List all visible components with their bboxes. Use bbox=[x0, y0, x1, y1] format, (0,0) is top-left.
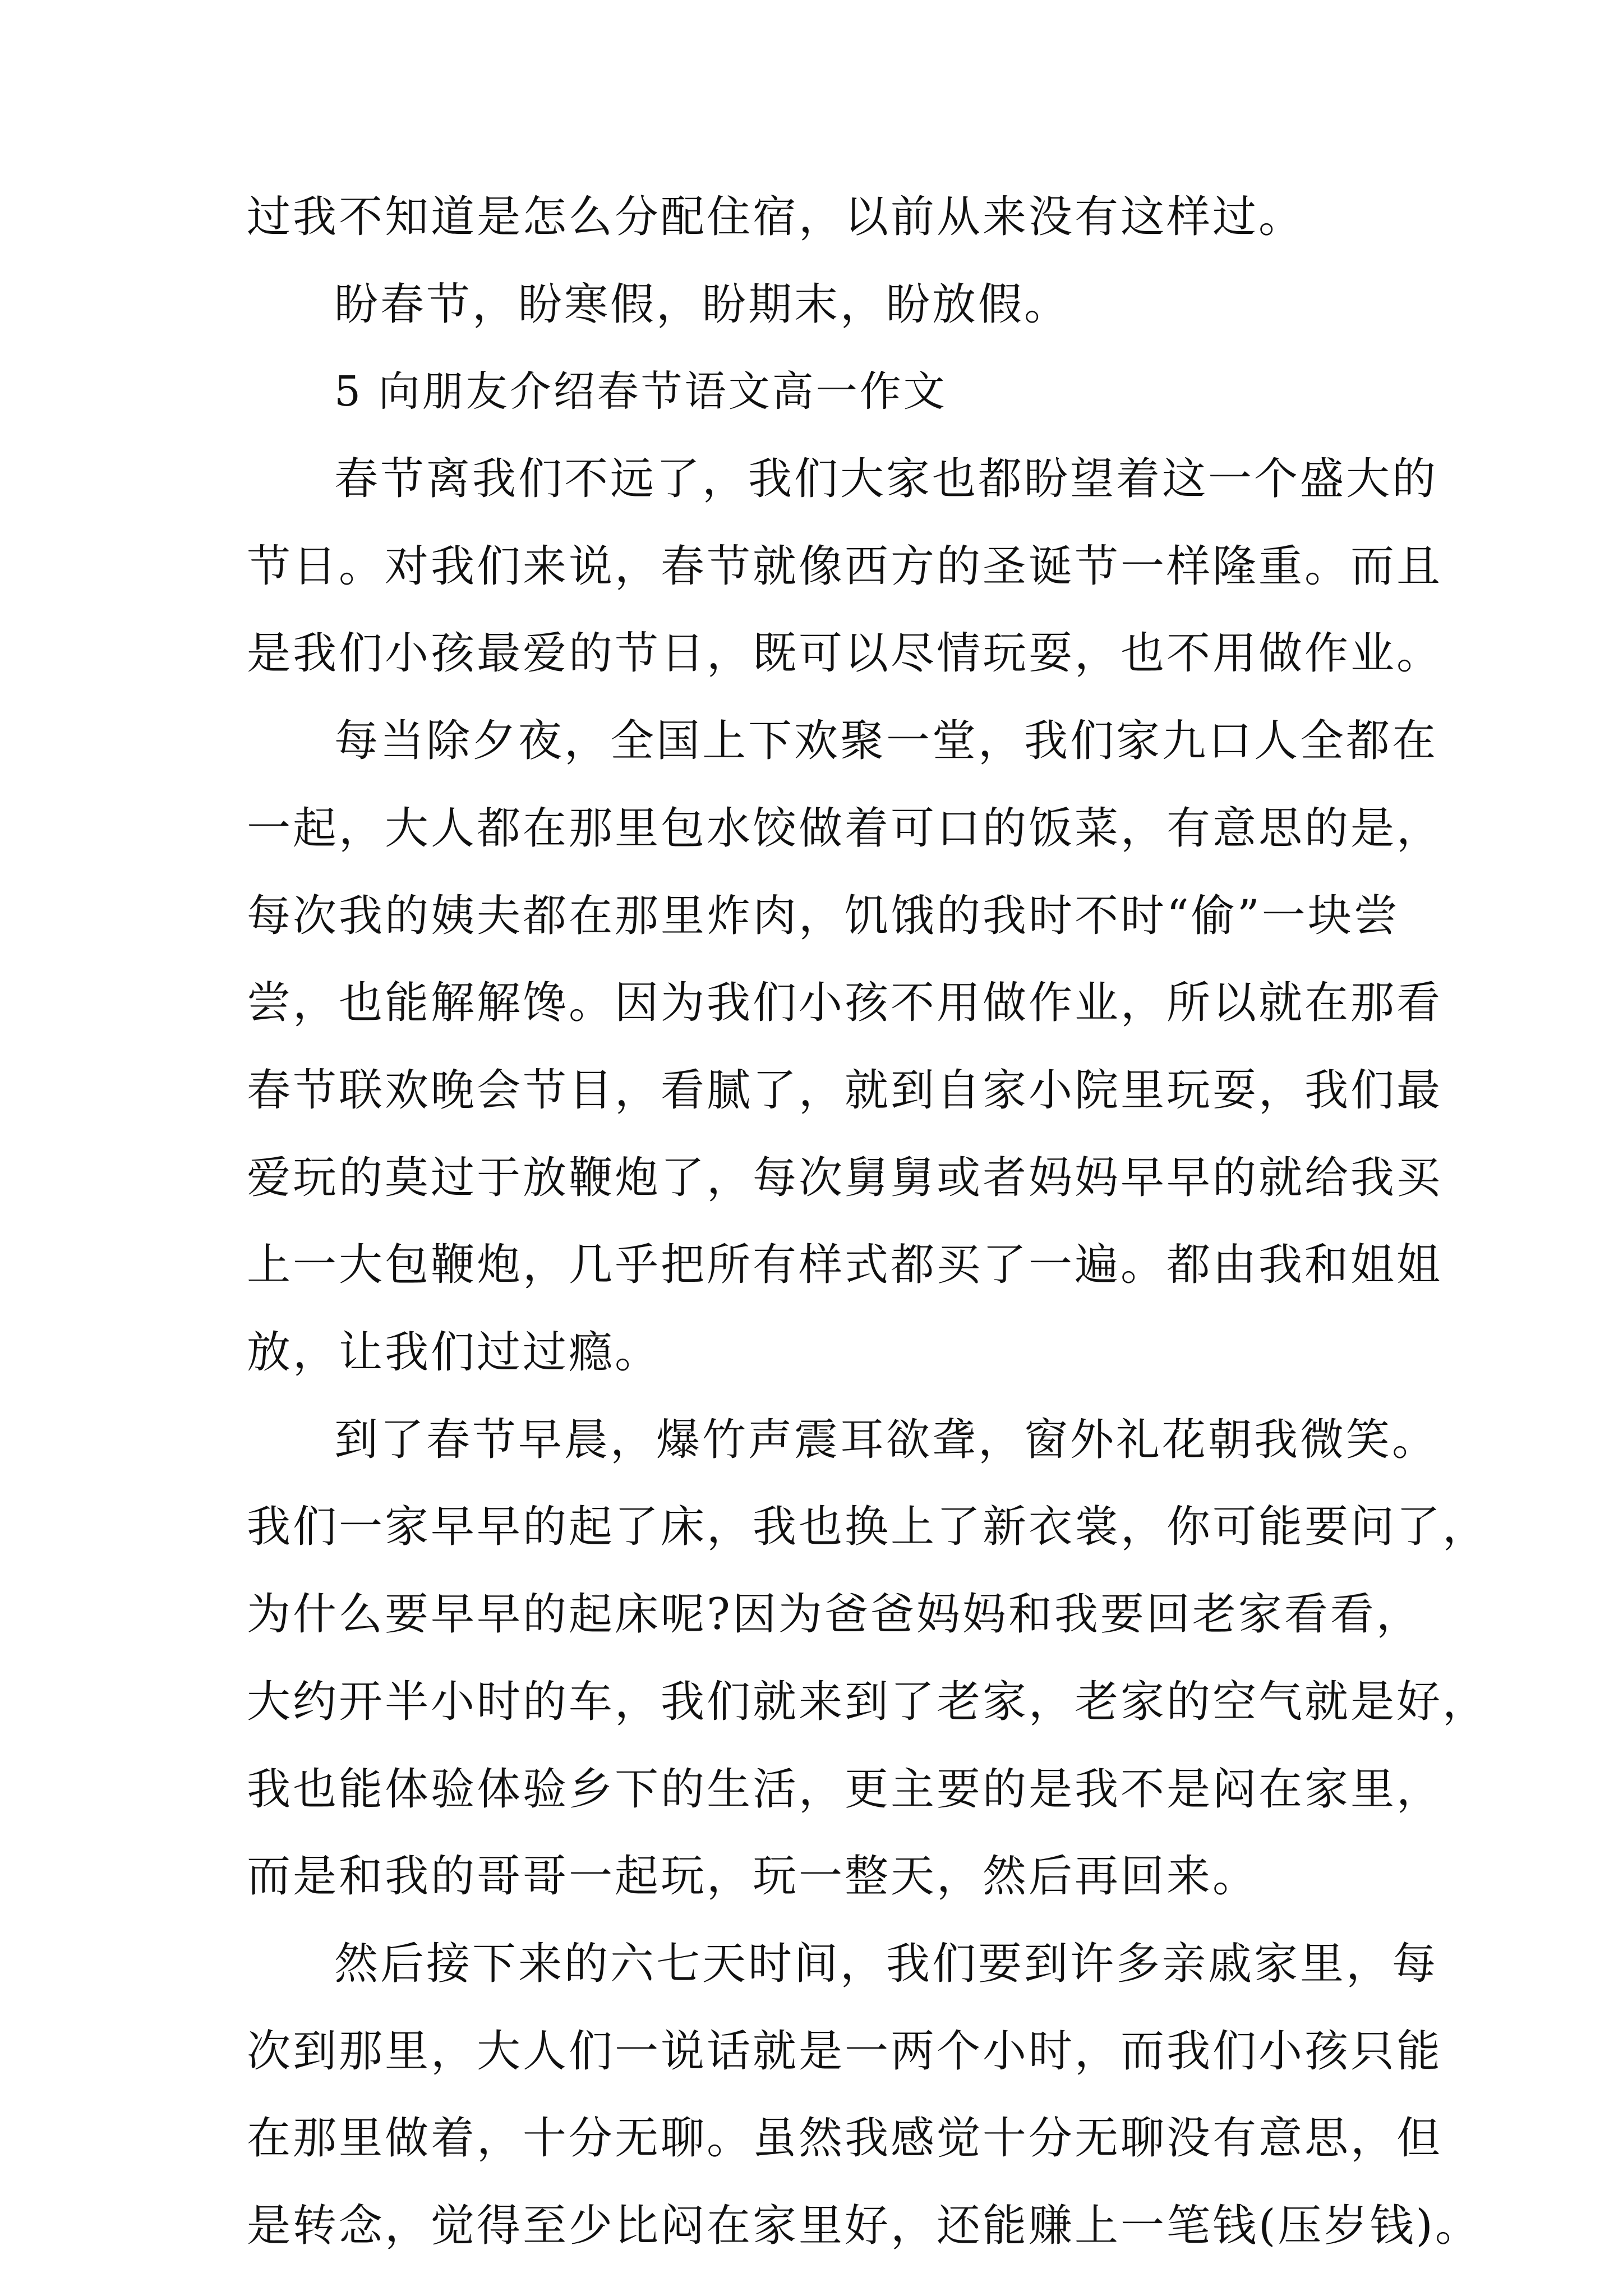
text-line: 过我不知道是怎么分配住宿，以前从来没有这样过。 bbox=[247, 192, 1305, 242]
text-line: 每次我的姨夫都在那里炸肉，饥饿的我时不时“偷”一块尝 bbox=[247, 891, 1400, 941]
text-line: 春节联欢晚会节目，看腻了，就到自家小院里玩耍，我们最 bbox=[247, 1065, 1443, 1116]
text-line: 次到那里，大人们一说话就是一两个小时，而我们小孩只能 bbox=[247, 2026, 1443, 2077]
text-line: 盼春节，盼寒假，盼期末，盼放假。 bbox=[334, 279, 1071, 330]
text-line: 在那里做着，十分无聊。虽然我感觉十分无聊没有意思，但 bbox=[247, 2113, 1443, 2164]
text-line: 尝，也能解解馋。因为我们小孩不用做作业，所以就在那看 bbox=[247, 978, 1443, 1028]
text-line: 为什么要早早的起床呢?因为爸爸妈妈和我要回老家看看， bbox=[247, 1589, 1422, 1640]
text-line: 我也能体验体验乡下的生活，更主要的是我不是闷在家里， bbox=[247, 1764, 1443, 1815]
text-line: 然后接下来的六七天时间，我们要到许多亲戚家里，每 bbox=[334, 1939, 1438, 1989]
text-line: 大约开半小时的车，我们就来到了老家，老家的空气就是好， bbox=[247, 1677, 1489, 1727]
text-line: 春节离我们不远了，我们大家也都盼望着这一个盛大的 bbox=[334, 454, 1438, 504]
text-line: 到了春节早晨，爆竹声震耳欲聋，窗外礼花朝我微笑。 bbox=[334, 1415, 1438, 1465]
text-line: 放，让我们过过瘾。 bbox=[247, 1327, 661, 1378]
text-line: 一起，大人都在那里包水饺做着可口的饭菜，有意思的是， bbox=[247, 803, 1443, 854]
section-heading: 5 向朋友介绍春节语文高一作文 bbox=[334, 367, 947, 416]
text-line: 是转念，觉得至少比闷在家里好，还能赚上一笔钱(压岁钱)。 bbox=[247, 2201, 1481, 2251]
text-line: 节日。对我们来说，春节就像西方的圣诞节一样隆重。而且 bbox=[247, 541, 1443, 592]
text-line: 上一大包鞭炮，几乎把所有样式都买了一遍。都由我和姐姐 bbox=[247, 1240, 1443, 1290]
text-line: 每当除夕夜，全国上下欢聚一堂，我们家九口人全都在 bbox=[334, 716, 1438, 766]
text-line: 而是和我的哥哥一起玩，玩一整天，然后再回来。 bbox=[247, 1851, 1259, 1902]
text-line: 是我们小孩最爱的节日，既可以尽情玩耍，也不用做作业。 bbox=[247, 628, 1443, 679]
text-line: 我们一家早早的起了床，我也换上了新衣裳，你可能要问了， bbox=[247, 1502, 1489, 1552]
text-line: 爱玩的莫过于放鞭炮了，每次舅舅或者妈妈早早的就给我买 bbox=[247, 1153, 1443, 1203]
